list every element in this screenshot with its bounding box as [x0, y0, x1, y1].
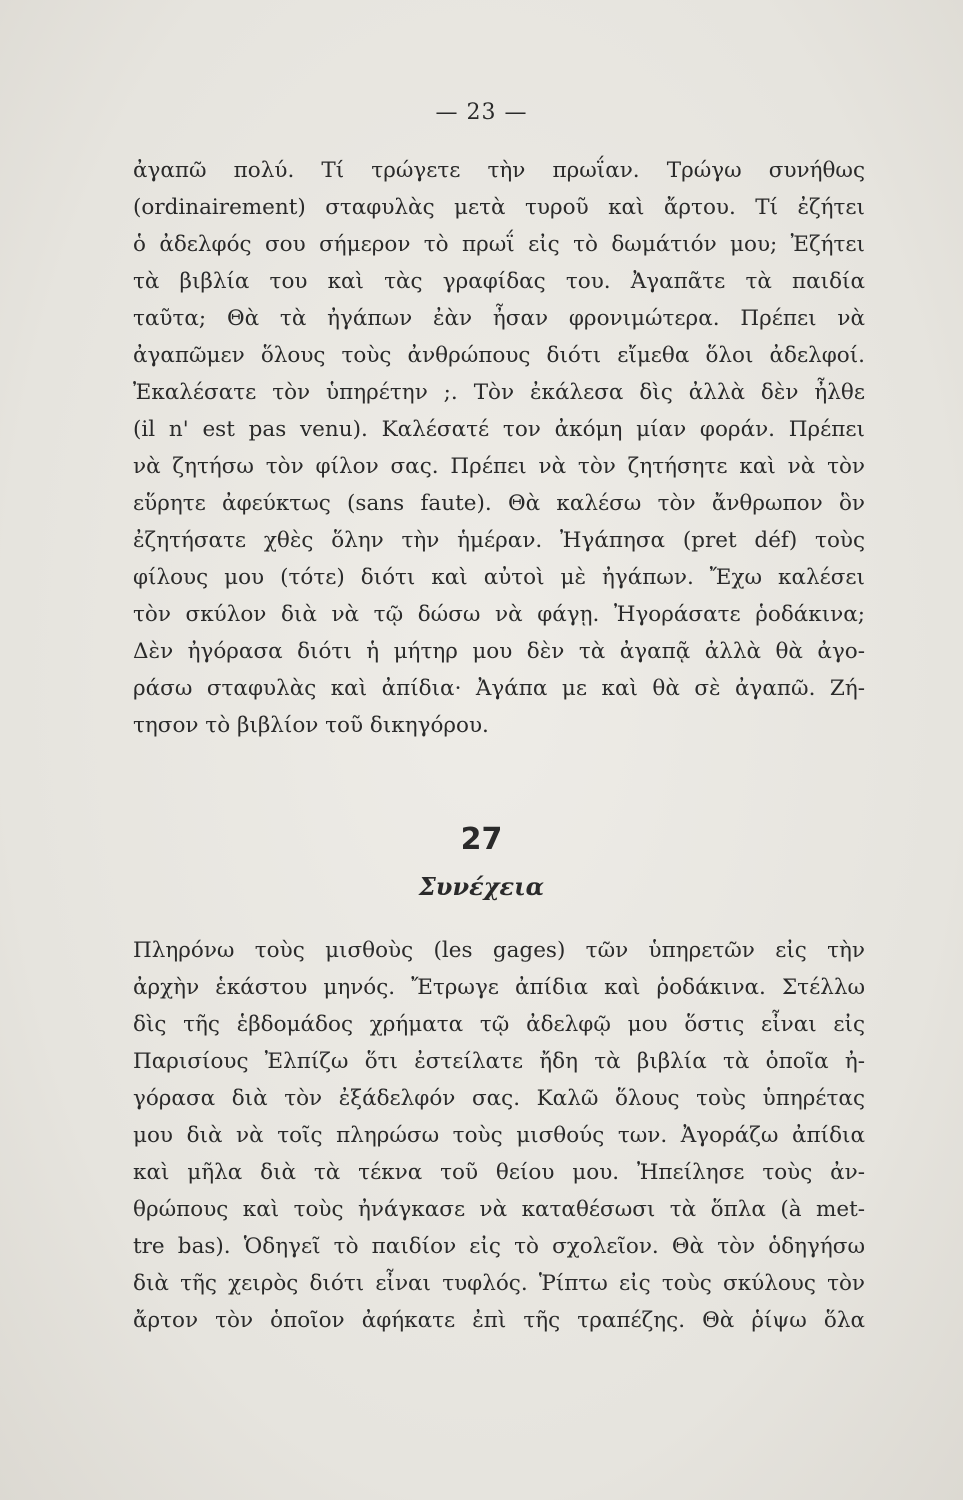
- text-line: ράσω σταφυλὰς καὶ ἀπίδια· Ἀγάπα με καὶ θὰ σὲ ἀγαπῶ. Ζή-: [133, 676, 865, 701]
- text-line: ἄρτον τὸν ὁποῖον ἀφήκατε ἐπὶ τῆς τραπέζης. Θὰ ῥίψω ὅλα: [133, 1308, 865, 1333]
- text-line: μου διὰ νὰ τοῖς πληρώσω τοὺς μισθούς των. Ἀγοράζω ἀπίδια: [133, 1123, 865, 1148]
- lesson-heading: Συνέχεια: [418, 872, 545, 901]
- text-line: ἐζητήσατε χθὲς ὅλην τὴν ἡμέραν. Ἠγάπησα (pret déf) τοὺς: [133, 528, 865, 553]
- text-line: γόρασα διὰ τὸν ἐξάδελφόν σας. Καλῶ ὅλους τοὺς ὑπηρέτας: [133, 1086, 865, 1111]
- text-line: (ordinairement) σταφυλὰς μετὰ τυροῦ καὶ ἄρτου. Τί ἐζήτει: [133, 195, 865, 220]
- text-line: καὶ μῆλα διὰ τὰ τέκνα τοῦ θείου μου. Ἠπείλησε τοὺς ἀν-: [133, 1160, 865, 1185]
- text-line: tre bas). Ὁδηγεῖ τὸ παιδίον εἰς τὸ σχολεῖον. Θὰ τὸν ὁδηγήσω: [133, 1234, 865, 1259]
- text-block-1: [133, 152, 865, 744]
- text-line: ἀγαπῶμεν ὅλους τοὺς ἀνθρώπους διότι εἴμεθα ὅλοι ἀδελφοί.: [133, 343, 865, 368]
- text-line: Πληρόνω τοὺς μισθοὺς (les gages) τῶν ὑπηρετῶν εἰς τὴν: [133, 938, 865, 963]
- text-line: εὕρητε ἀφεύκτως (sans faute). Θὰ καλέσω τὸν ἄνθρωπον ὃν: [133, 491, 865, 516]
- text-line: Ἐκαλέσατε τὸν ὑπηρέτην ;. Τὸν ἐκάλεσα δὶς ἀλλὰ δὲν ἦλθε: [133, 380, 865, 405]
- text-line: τησον τὸ βιβλίον τοῦ δικηγόρου.: [133, 713, 489, 738]
- text-line: τὸν σκύλον διὰ νὰ τῷ δώσω νὰ φάγῃ. Ἠγοράσατε ῥοδάκινα;: [133, 602, 865, 627]
- text-line: φίλους μου (τότε) διότι καὶ αὐτοὶ μὲ ἠγάπων. Ἔχω καλέσει: [133, 565, 865, 590]
- text-line: θρώπους καὶ τοὺς ἠνάγκασε νὰ καταθέσωσι τὰ ὅπλα (à met-: [133, 1197, 865, 1222]
- text-line: τὰ βιβλία του καὶ τὰς γραφίδας του. Ἀγαπᾶτε τὰ παιδία: [133, 269, 865, 294]
- text-line: Δὲν ἠγόρασα διότι ἡ μήτηρ μου δὲν τὰ ἀγαπᾷ ἀλλὰ θὰ ἀγο-: [133, 639, 865, 664]
- text-line: νὰ ζητήσω τὸν φίλον σας. Πρέπει νὰ τὸν ζητήσητε καὶ νὰ τὸν: [133, 454, 865, 479]
- text-line: διὰ τῆς χειρὸς διότι εἶναι τυφλός. Ῥίπτω εἰς τοὺς σκύλους τὸν: [133, 1271, 865, 1296]
- text-line: δὶς τῆς ἑβδομάδος χρήματα τῷ ἀδελφῷ μου ὅστις εἶναι εἰς: [133, 1012, 865, 1037]
- lesson-number: 27: [460, 822, 503, 857]
- page-number: — 23 —: [435, 100, 528, 125]
- text-line: ταῦτα; Θὰ τὰ ἠγάπων ἐὰν ἦσαν φρονιμώτερα. Πρέπει νὰ: [133, 306, 865, 331]
- text-line: ἀγαπῶ πολύ. Τί τρώγετε τὴν πρωΐαν. Τρώγω συνήθως: [133, 158, 865, 183]
- text-line: (il n' est pas venu). Καλέσατέ τον ἀκόμη μίαν φοράν. Πρέπει: [133, 417, 865, 442]
- text-line: ὁ ἀδελφός σου σήμερον τὸ πρωΐ εἰς τὸ δωμάτιόν μου; Ἐζήτει: [133, 232, 865, 257]
- text-line: Παρισίους Ἐλπίζω ὅτι ἐστείλατε ἤδη τὰ βιβλία τὰ ὁποῖα ἠ-: [133, 1049, 865, 1074]
- text-line: ἀρχὴν ἑκάστου μηνός. Ἔτρωγε ἀπίδια καὶ ῥοδάκινα. Στέλλω: [133, 975, 865, 1000]
- text-block-2: [133, 932, 865, 1339]
